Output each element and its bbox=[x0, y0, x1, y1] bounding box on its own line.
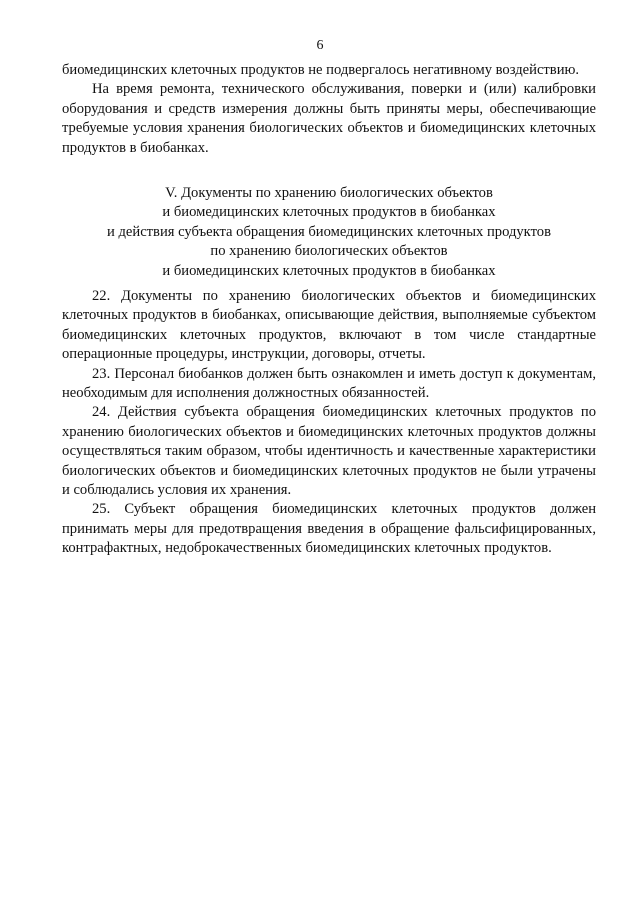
continuation-text bbox=[62, 61, 596, 158]
section-heading bbox=[62, 184, 596, 281]
section-items bbox=[62, 287, 596, 559]
section-heading-line: и биомедицинских клеточных продуктов в биобанках bbox=[162, 262, 496, 279]
paragraph-maintenance: На время ремонта, технического обслуживания, поверки и (или) калибровки оборудования и средств измерения должны быть приняты меры, обеспечивающие требуемые условия хранения биологических объектов и биомедицинских клеточных продуктов в биобанках. bbox=[62, 81, 596, 156]
item-25: 25. Субъект обращения биомедицинских клеточных продуктов должен принимать меры для предотвращения введения в обращение фальсифицированных, контрафактных, недоброкачественных биомедицинских клеточных продуктов. bbox=[62, 501, 596, 557]
section-heading-line: V. Документы по хранению биологических объектов bbox=[165, 185, 493, 201]
section-heading-line: и действия субъекта обращения биомедицинских клеточных продуктов bbox=[107, 223, 551, 240]
item-24: 24. Действия субъекта обращения биомедицинских клеточных продуктов по хранению биологических объектов и биомедицинских клеточных продуктов должны осуществляться таким образом, чтобы идентичность и качественные характеристики биологических объектов и биомедицинских клеточных продуктов не были утрачены и соблюдались условия их хранения. bbox=[62, 404, 596, 499]
paragraph-continued: биомедицинских клеточных продуктов не подвергалось негативному воздействию. bbox=[62, 62, 580, 78]
item-22: 22. Документы по хранению биологических объектов и биомедицинских клеточных продуктов в биобанках, описывающие действия, выполняемые субъектом биомедицинских клеточных продуктов, включают в том числе стандартные операционные процедуры, инструкции, договоры, отчеты. bbox=[62, 288, 596, 363]
page-number: 6 bbox=[316, 38, 324, 53]
section-heading-line: и биомедицинских клеточных продуктов в биобанках bbox=[162, 204, 496, 221]
section-heading-line: по хранению биологических объектов bbox=[210, 243, 448, 260]
item-23: 23. Персонал биобанков должен быть ознакомлен и иметь доступ к документам, необходимым для исполнения должностных обязанностей. bbox=[62, 365, 596, 402]
